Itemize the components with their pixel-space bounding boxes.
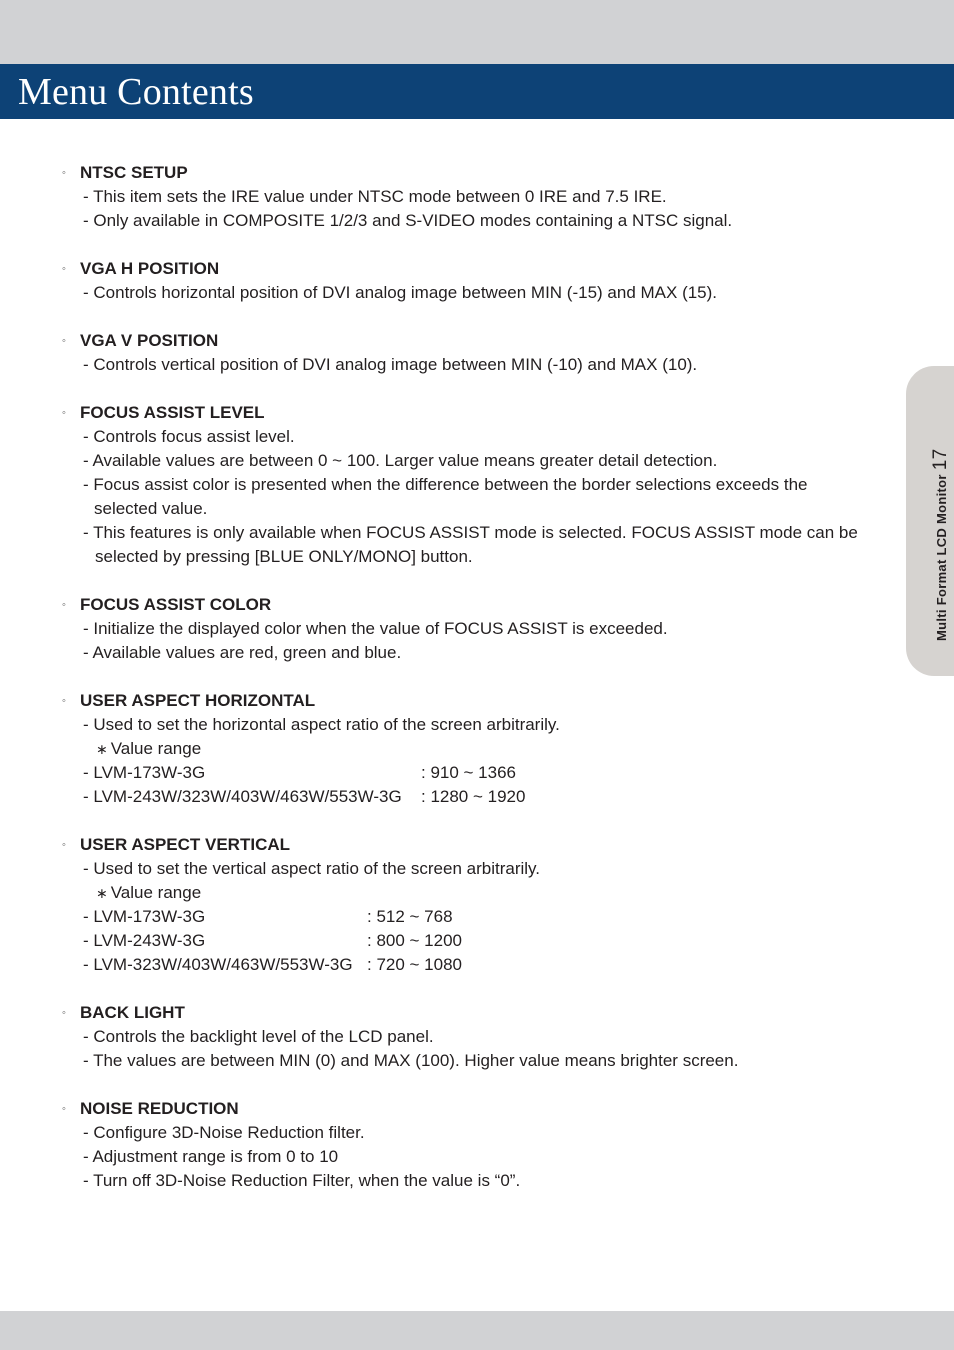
list-item-continuation [62,497,882,521]
section-heading: NOISE REDUCTION [80,1099,239,1118]
model-name: - LVM-173W-3G [83,907,206,926]
section-heading: FOCUS ASSIST LEVEL [80,403,265,422]
bullet-icon: ◦ [62,407,66,419]
list-item-first-line: - Focus assist color is presented when the difference between the border selections exceeds the [83,475,808,494]
bullet-icon: ◦ [62,263,66,275]
list-item: - Adjustment range is from 0 to 10 [83,1147,339,1166]
section-noise-reduction [62,1097,882,1193]
section-heading: VGA V POSITION [80,331,219,350]
note-label: Value range [110,739,202,758]
table-row [62,905,882,929]
table-row [62,761,882,785]
list-item-first-line: - This features is only available when FOCUS ASSIST mode is selected. FOCUS ASSIST mode can be [83,523,858,542]
bullet-icon: ◦ [62,695,66,707]
list-item: - Used to set the vertical aspect ratio of the screen arbitrarily. [83,859,540,878]
section-back-light [62,1001,882,1073]
range-value: : 800 ~ 1200 [367,931,463,950]
asterisk-icon: ∗ [96,885,108,901]
list-item: - The values are between MIN (0) and MAX (100). Higher value means brighter screen. [83,1051,739,1070]
bullet-icon: ◦ [62,1103,66,1115]
side-tab-label-group [930,448,952,641]
table-row [62,929,882,953]
bullet-icon: ◦ [62,839,66,851]
list-item: - Available values are red, green and blue. [83,643,402,662]
top-band [0,0,954,64]
section-user-aspect-horizontal [62,689,882,809]
continuation-text: selected by pressing [BLUE ONLY/MONO] button. [95,547,473,566]
value-range-note [62,881,882,905]
list-item: - Available values are between 0 ~ 100. Larger value means greater detail detection. [83,451,718,470]
continuation-text: selected value. [94,499,208,518]
list-item: - Initialize the displayed color when the value of FOCUS ASSIST is exceeded. [83,619,668,638]
list-item: - Only available in COMPOSITE 1/2/3 and S-VIDEO modes containing a NTSC signal. [83,211,733,230]
section-vga-v-position [62,329,882,377]
list-item: - Controls horizontal position of DVI analog image between MIN (-15) and MAX (15). [83,283,718,302]
list-item: - Configure 3D-Noise Reduction filter. [83,1123,365,1142]
list-item: - Controls vertical position of DVI analog image between MIN (-10) and MAX (10). [83,355,698,374]
page-number: 17 [930,448,951,471]
asterisk-icon: ∗ [96,741,108,757]
list-item: - Controls focus assist level. [83,427,295,446]
section-heading: USER ASPECT HORIZONTAL [80,691,316,710]
section-heading: VGA H POSITION [80,259,220,278]
bullet-icon: ◦ [62,335,66,347]
bullet-icon: ◦ [62,599,66,611]
model-name: - LVM-243W/323W/403W/463W/553W-3G [83,787,402,806]
section-focus-assist-color [62,593,882,665]
note-label: Value range [110,883,202,902]
range-value: : 910 ~ 1366 [421,763,517,782]
section-vga-h-position [62,257,882,305]
section-heading: FOCUS ASSIST COLOR [80,595,272,614]
section-heading: USER ASPECT VERTICAL [80,835,291,854]
value-range-note [62,737,882,761]
list-item: - Used to set the horizontal aspect ratio of the screen arbitrarily. [83,715,560,734]
bullet-icon: ◦ [62,1007,66,1019]
section-ntsc-setup [62,161,882,233]
list-item: - Turn off 3D-Noise Reduction Filter, when the value is “0”. [83,1171,521,1190]
title-bar [0,64,954,119]
table-row [62,953,882,977]
page-title: Menu Contents [18,71,254,113]
range-value: : 512 ~ 768 [367,907,453,926]
bottom-band [0,1311,954,1350]
section-heading: BACK LIGHT [80,1003,185,1022]
model-name: - LVM-243W-3G [83,931,206,950]
list-item: - Controls the backlight level of the LCD panel. [83,1027,434,1046]
bullet-icon: ◦ [62,167,66,179]
section-user-aspect-vertical [62,833,882,977]
content [62,161,882,1217]
model-name: - LVM-323W/403W/463W/553W-3G [83,955,353,974]
list-item-continuation [62,545,882,569]
range-value: : 1280 ~ 1920 [421,787,526,806]
side-tab [906,366,954,676]
model-name: - LVM-173W-3G [83,763,206,782]
table-row [62,785,882,809]
range-value: : 720 ~ 1080 [367,955,463,974]
list-item: - This item sets the IRE value under NTSC mode between 0 IRE and 7.5 IRE. [83,187,667,206]
section-heading: NTSC SETUP [80,163,188,182]
side-tab-label: Multi Format LCD Monitor [934,474,949,641]
section-focus-assist-level [62,401,882,569]
